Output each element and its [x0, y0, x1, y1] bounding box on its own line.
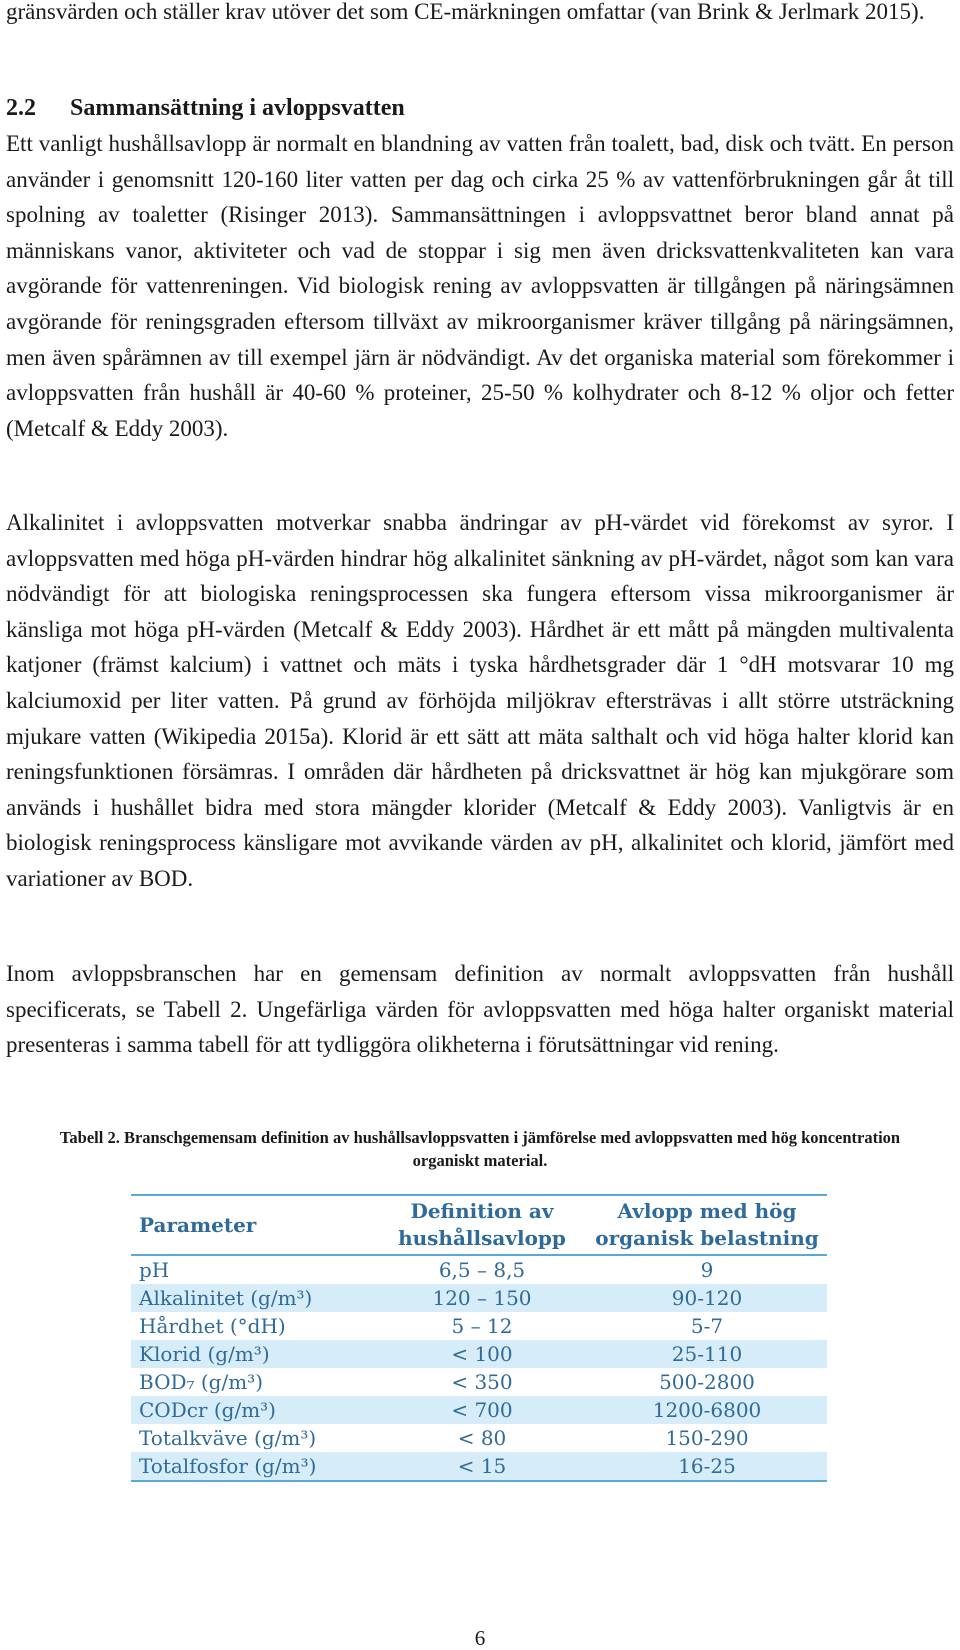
table-header-row	[131, 1195, 827, 1255]
table-row	[131, 1452, 827, 1481]
table-row	[131, 1255, 827, 1284]
high-load-value-cell: 5-7	[690, 1314, 724, 1338]
high-load-value-cell: 150-290	[665, 1426, 749, 1450]
parameter-cell: Alkalinitet (g/m³)	[131, 1284, 377, 1312]
high-load-value-cell: 1200-6800	[587, 1396, 827, 1424]
household-value-cell: < 700	[377, 1396, 587, 1424]
high-load-value-cell: 500-2800	[659, 1370, 755, 1394]
parameter-cell: Hårdhet (°dH)	[139, 1314, 286, 1338]
table-row	[131, 1368, 827, 1396]
household-value-cell: < 80	[457, 1426, 507, 1450]
household-value-cell: 120 – 150	[377, 1284, 587, 1312]
household-value-cell: 5 – 12	[451, 1314, 513, 1338]
parameter-cell: Totalkväve (g/m³)	[139, 1426, 317, 1450]
section-title: Sammansättning i avloppsvatten	[70, 95, 405, 121]
high-load-value-cell: 16-25	[587, 1452, 827, 1481]
household-value-cell: < 15	[377, 1452, 587, 1481]
high-load-value-cell: 9	[700, 1258, 714, 1282]
table-caption: Tabell 2. Branschgemensam definition av hushållsavloppsvatten i jämförelse med avloppsvatten med hög koncentration organiskt material.	[59, 1128, 901, 1170]
parameter-cell: Klorid (g/m³)	[131, 1340, 377, 1368]
body-paragraph-composition: Ett vanligt hushållsavlopp är normalt en blandning av vatten från toalett, bad, disk och tvätt. En person använder i genomsnitt 120-160 liter vatten per dag och cirka 25 % av vattenförbrukningen går åt till spolning av toaletter (Risinger 2013). Sammansättningen i avloppsvattnet beror bland annat på människans vanor, aktiviteter och vad de stoppar i sig men även dricksvattenkvaliteten kan vara avgörande för vattenreningen. Vid biologisk rening av avloppsvatten är tillgången på näringsämnen avgörande för reningsgraden eftersom tillväxt av mikroorganismer kräver tillgång på näringsämnen, men även spårämnen av till exempel järn är nödvändigt. Av det organiska material som förekommer i avloppsvatten från hushåll är 40-60 % proteiner, 25-50 % kolhydrater och 8-12 % oljor och fetter (Metcalf & Eddy 2003).	[6, 131, 954, 441]
high-load-value-cell: 90-120	[587, 1284, 827, 1312]
header-parameter: Parameter	[131, 1195, 377, 1255]
household-value-cell: < 350	[451, 1370, 513, 1394]
table-row	[131, 1396, 827, 1424]
table-row	[131, 1284, 827, 1312]
wastewater-parameter-table	[131, 1194, 827, 1482]
parameter-cell: pH	[139, 1258, 170, 1282]
section-heading	[6, 90, 405, 126]
household-value-cell: 6,5 – 8,5	[438, 1258, 526, 1282]
table-row	[131, 1424, 827, 1452]
household-value-cell: < 100	[377, 1340, 587, 1368]
table-body	[131, 1255, 827, 1481]
table-row	[131, 1312, 827, 1340]
page-number: 6	[474, 1626, 486, 1650]
body-paragraph-alkalinity: Alkalinitet i avloppsvatten motverkar snabba ändringar av pH-värdet vid förekomst av syror. I avloppsvatten med höga pH-värden hindrar hög alkalinitet sänkning av pH-värdet, något som kan vara nödvändigt för att biologiska reningsprocessen ska fungera eftersom vissa mikroorganismer är känsliga mot höga pH-värden (Metcalf & Eddy 2003). Hårdhet är ett mått på mängden multivalenta katjoner (främst kalcium) i vattnet och mäts i tyska hårdhetsgrader där 1 °dH motsvarar 10 mg kalciumoxid per liter vatten. På grund av förhöjda miljökrav eftersträvas i allt större utsträckning mjukare vatten (Wikipedia 2015a). Klorid är ett sätt att mäta salthalt och vid höga halter klorid kan reningsfunktionen försämras. I områden där hårdheten på dricksvattnet är hög kan mjukgörare som används i hushållet bidra med stora mängder klorider (Metcalf & Eddy 2003). Vanligtvis är en biologisk reningsprocess känsligare mot avvikande värden av pH, alkalinitet och klorid, jämfört med variationer av BOD.	[6, 510, 954, 891]
parameter-cell: Totalfosfor (g/m³)	[131, 1452, 377, 1481]
parameter-cell: CODcr (g/m³)	[131, 1396, 377, 1424]
parameter-cell: BOD₇ (g/m³)	[139, 1370, 264, 1394]
intro-paragraph: gränsvärden och ställer krav utöver det som CE-märkningen omfattar (van Brink & Jerlmark 2015).	[6, 0, 925, 24]
section-number: 2.2	[6, 95, 36, 121]
high-load-value-cell: 25-110	[587, 1340, 827, 1368]
header-household-definition: Definition av hushållsavlopp	[377, 1195, 587, 1255]
body-paragraph-definition: Inom avloppsbranschen har en gemensam definition av normalt avloppsvatten från hushåll specificerats, se Tabell 2. Ungefärliga värden för avloppsvatten med höga halter organiskt material presenteras i samma tabell för att tydliggöra olikheterna i förutsättningar vid rening.	[6, 961, 954, 1058]
table-row	[131, 1340, 827, 1368]
header-high-organic-load: Avlopp med hög organisk belastning	[587, 1195, 827, 1255]
